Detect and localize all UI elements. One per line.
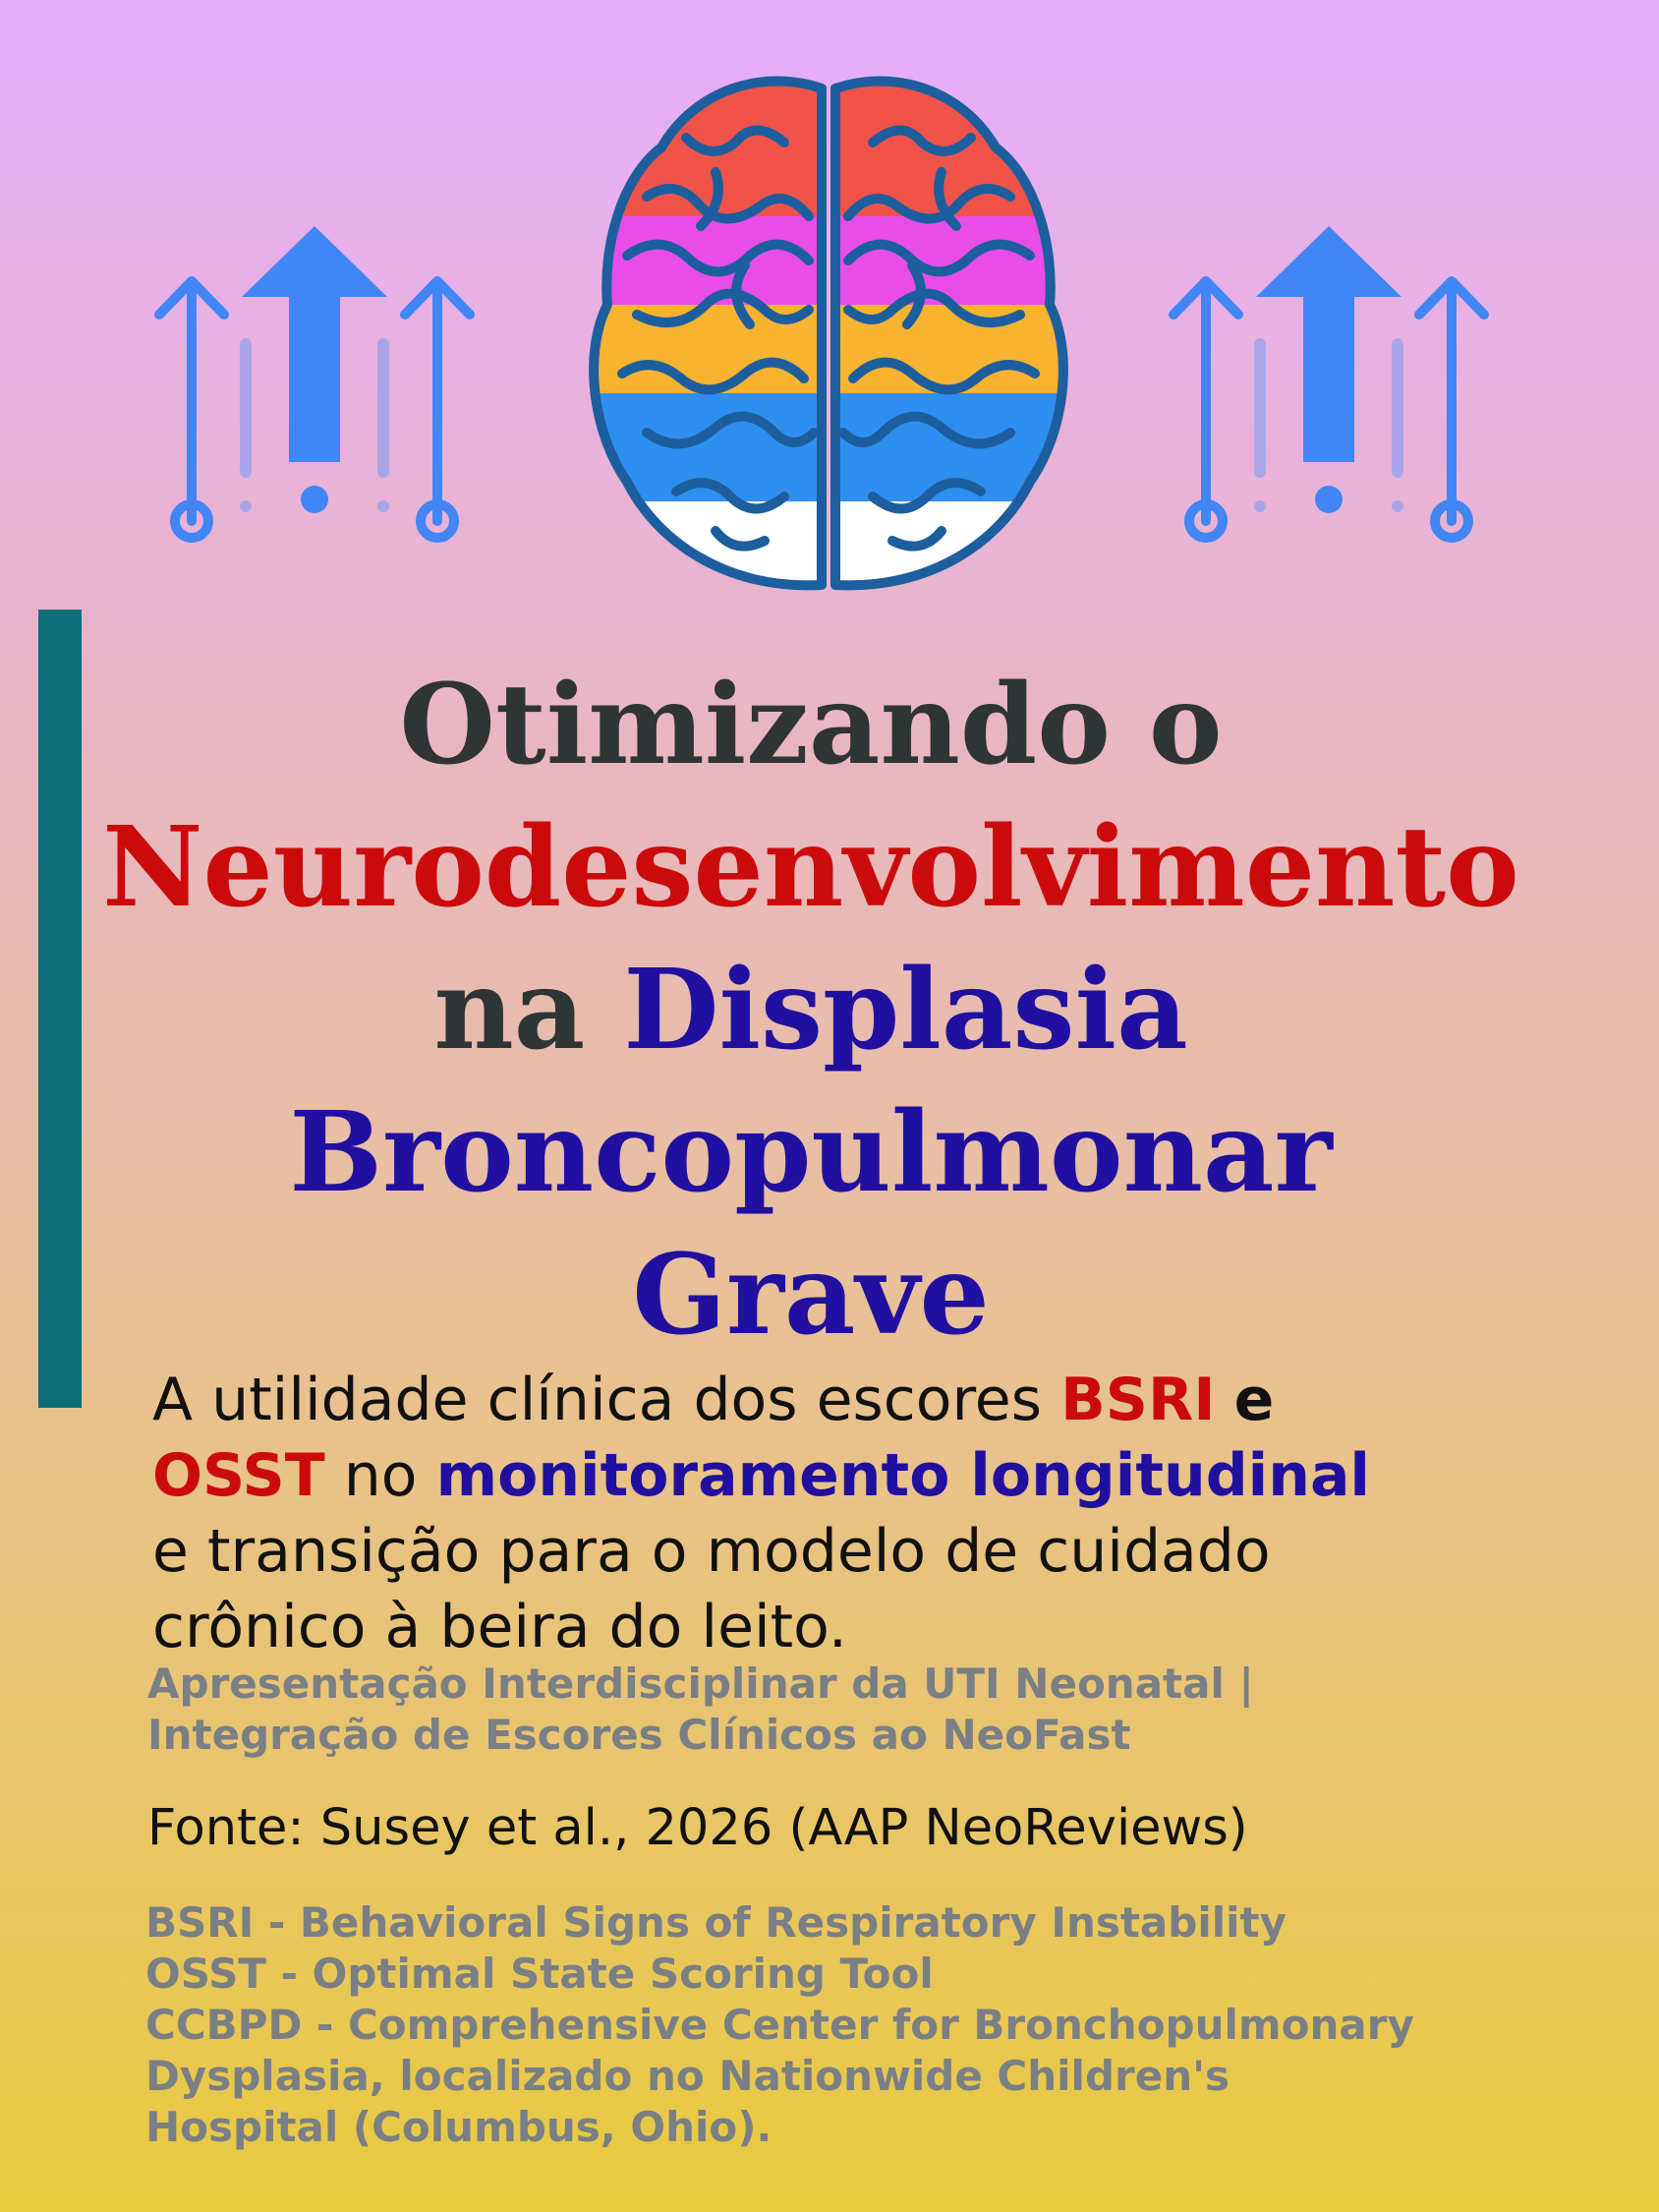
source-citation: Fonte: Susey et al., 2026 (AAP NeoReviews)	[147, 1799, 1248, 1857]
title-line-3: na Displasia	[433, 946, 1188, 1075]
subtitle-line-4: crônico à beira do leito.	[152, 1593, 847, 1661]
arrows-up-icon	[147, 216, 482, 551]
bsri-term: BSRI	[1060, 1366, 1216, 1434]
arrows-up-icon	[1162, 216, 1496, 551]
presentation-info	[147, 1659, 1573, 1761]
glossary-line-5: Hospital (Columbus, Ohio).	[145, 2103, 772, 2151]
glossary-line-1: BSRI - Behavioral Signs of Respiratory Instability	[145, 1898, 1287, 1947]
glossary-line-4: Dysplasia, localizado no Nationwide Children's	[145, 2052, 1230, 2100]
brain-icon	[568, 69, 1089, 600]
osst-term: OSST	[152, 1441, 325, 1510]
glossary	[145, 1897, 1600, 2153]
subtitle-line-3: e transição para o modelo de cuidado	[152, 1517, 1271, 1586]
glossary-line-3: CCBPD - Comprehensive Center for Bronchopulmonary	[145, 2001, 1414, 2049]
title-line-4: Broncopulmonar	[289, 1088, 1333, 1217]
monitoring-term: monitoramento longitudinal	[435, 1441, 1370, 1510]
page-title	[98, 654, 1523, 1367]
subtitle-line-1: A utilidade clínica dos escores BSRI e	[152, 1366, 1275, 1434]
title-line-1: Otimizando o	[399, 661, 1223, 789]
title-line-5: Grave	[632, 1231, 990, 1360]
subtitle-line-2: OSST no monitoramento longitudinal	[152, 1441, 1370, 1510]
presentation-line-2: Integração de Escores Clínicos ao NeoFast	[147, 1711, 1131, 1759]
subtitle	[152, 1363, 1568, 1665]
presentation-line-1: Apresentação Interdisciplinar da UTI Neonatal |	[147, 1659, 1254, 1708]
glossary-line-2: OSST - Optimal State Scoring Tool	[145, 1950, 934, 1998]
accent-bar	[38, 610, 82, 1408]
title-line-2: Neurodesenvolvimento	[102, 803, 1519, 932]
